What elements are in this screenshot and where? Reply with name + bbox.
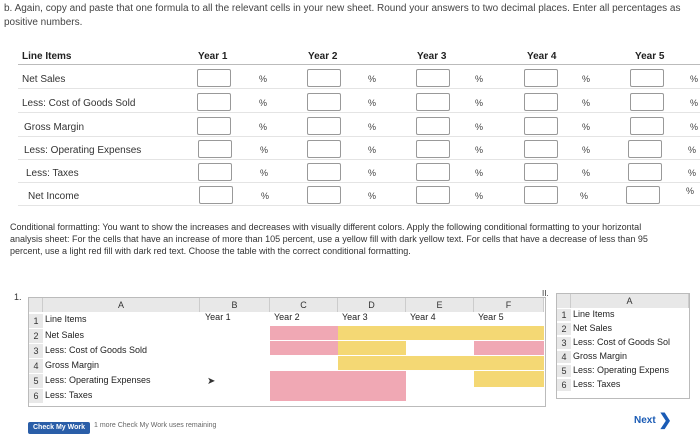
- cell-b1: Year 1: [205, 312, 231, 322]
- line-items-header: Line Items: [22, 51, 72, 62]
- fill-red: [270, 387, 338, 401]
- cell-a6: Less: Taxes: [45, 390, 93, 400]
- cell-a1: Line Items: [573, 309, 615, 319]
- cell-a2: Net Sales: [573, 323, 613, 333]
- pct-label: %: [582, 74, 591, 84]
- fill-yellow: [338, 356, 406, 370]
- y5-cogs-input[interactable]: [630, 93, 664, 111]
- row-number: 4: [29, 359, 43, 373]
- row-label-gross-margin: Gross Margin: [24, 122, 85, 133]
- y4-cogs-input[interactable]: [524, 93, 558, 111]
- option-1-spreadsheet[interactable]: [28, 297, 546, 407]
- fill-yellow: [338, 341, 406, 355]
- pct-label: %: [368, 74, 377, 84]
- pct-label: %: [475, 74, 484, 84]
- y2-net-income-input[interactable]: [307, 186, 341, 204]
- pct-label: %: [688, 168, 697, 178]
- y5-gross-margin-input[interactable]: [630, 117, 664, 135]
- fill-yellow: [474, 356, 544, 370]
- fill-red: [338, 371, 406, 387]
- col-b-header: B: [200, 298, 270, 312]
- pct-label: %: [368, 168, 377, 178]
- next-button[interactable]: [634, 410, 672, 430]
- fill-red: [338, 387, 406, 401]
- row-label-operating-expenses: Less: Operating Expenses: [24, 145, 142, 156]
- row-number: 3: [29, 344, 43, 358]
- y1-gross-margin-input[interactable]: [197, 117, 231, 135]
- col-a-header: A: [43, 298, 200, 312]
- cell-a3: Less: Cost of Goods Sold: [45, 345, 148, 355]
- pct-label: %: [582, 122, 591, 132]
- col-d-header: D: [338, 298, 406, 312]
- y3-net-sales-input[interactable]: [416, 69, 450, 87]
- fill-red: [270, 326, 338, 340]
- y2-taxes-input[interactable]: [307, 163, 341, 181]
- fill-yellow: [338, 326, 406, 340]
- y5-net-income-input[interactable]: [626, 186, 660, 204]
- row-number: 2: [29, 329, 43, 343]
- fill-yellow: [406, 356, 474, 370]
- cell-a3: Less: Cost of Goods Sol: [573, 337, 671, 347]
- row-number: 1: [29, 314, 43, 328]
- y3-taxes-input[interactable]: [416, 163, 450, 181]
- fill-red: [270, 371, 338, 387]
- pct-label: %: [686, 186, 695, 196]
- cell-d1: Year 3: [342, 312, 368, 322]
- conditional-formatting-text: Conditional formatting: You want to show the increases and decreases with visually different colors. Apply the following conditional formatting to your horizontal analysis sheet: For the cells that have an increase of more than 105 percent, use a yellow fill with dark yellow text. For cells that have a decrease of less than 95 percent, use a light red fill with dark red text. Choose the table with the correct conditional formatting.: [10, 222, 648, 256]
- y1-opex-input[interactable]: [198, 140, 232, 158]
- pct-label: %: [259, 122, 268, 132]
- y4-taxes-input[interactable]: [524, 163, 558, 181]
- y4-net-sales-input[interactable]: [524, 69, 558, 87]
- col-f-header: F: [474, 298, 544, 312]
- y1-net-sales-input[interactable]: [197, 69, 231, 87]
- y2-opex-input[interactable]: [307, 140, 341, 158]
- y5-taxes-input[interactable]: [628, 163, 662, 181]
- pct-label: %: [368, 145, 377, 155]
- pct-label: %: [690, 74, 699, 84]
- y4-gross-margin-input[interactable]: [524, 117, 558, 135]
- fill-red: [474, 341, 544, 355]
- row-number: 6: [557, 379, 571, 391]
- option-2-number: II.: [542, 289, 549, 298]
- pct-label: %: [475, 98, 484, 108]
- y3-opex-input[interactable]: [416, 140, 450, 158]
- pct-label: %: [580, 191, 589, 201]
- y2-net-sales-input[interactable]: [307, 69, 341, 87]
- pct-label: %: [582, 145, 591, 155]
- pct-label: %: [259, 74, 268, 84]
- pct-label: %: [475, 145, 484, 155]
- pct-label: %: [582, 168, 591, 178]
- pct-label: %: [475, 122, 484, 132]
- y3-cogs-input[interactable]: [416, 93, 450, 111]
- y2-cogs-input[interactable]: [307, 93, 341, 111]
- y4-opex-input[interactable]: [524, 140, 558, 158]
- cell-a4: Gross Margin: [573, 351, 628, 361]
- pct-label: %: [261, 191, 270, 201]
- pct-label: %: [688, 145, 697, 155]
- cell-a5: Less: Operating Expens: [573, 365, 670, 375]
- pct-label: %: [259, 98, 268, 108]
- pct-label: %: [368, 122, 377, 132]
- col-a-header: A: [571, 294, 689, 308]
- y5-net-sales-input[interactable]: [630, 69, 664, 87]
- cell-e1: Year 4: [410, 312, 436, 322]
- year-1-header: Year 1: [198, 51, 228, 62]
- cursor-icon: ➤: [207, 376, 216, 387]
- cell-a2: Net Sales: [45, 330, 85, 340]
- chevron-right-icon: ❯: [658, 412, 672, 429]
- pct-label: %: [582, 98, 591, 108]
- row-number: 5: [29, 374, 43, 388]
- cell-f1: Year 5: [478, 312, 504, 322]
- y3-gross-margin-input[interactable]: [416, 117, 450, 135]
- check-my-work-button[interactable]: Check My Work: [28, 422, 90, 434]
- row-number: 1: [557, 309, 571, 321]
- row-label-net-sales: Net Sales: [22, 74, 66, 85]
- pct-label: %: [690, 122, 699, 132]
- cell-a6: Less: Taxes: [573, 379, 621, 389]
- fill-yellow: [474, 371, 544, 387]
- pct-label: %: [260, 145, 269, 155]
- pct-label: %: [475, 191, 484, 201]
- option-2-spreadsheet[interactable]: [556, 293, 690, 399]
- pct-label: %: [260, 168, 269, 178]
- next-label: Next: [634, 415, 656, 426]
- pct-label: %: [368, 191, 377, 201]
- y4-net-income-input[interactable]: [524, 186, 558, 204]
- y3-net-income-input[interactable]: [416, 186, 450, 204]
- pct-label: %: [690, 98, 699, 108]
- instructions: b. Again, copy and paste that one formula to all the relevant cells in your new sheet. Round your answers to two decimal places. Enter all percentages as positive numbers.: [4, 3, 681, 28]
- fill-yellow: [474, 326, 544, 340]
- y5-opex-input[interactable]: [628, 140, 662, 158]
- row-number: 5: [557, 365, 571, 377]
- pct-label: %: [475, 168, 484, 178]
- row-number: 4: [557, 351, 571, 363]
- row-number: 6: [29, 389, 43, 403]
- cell-a5: Less: Operating Expenses: [45, 375, 151, 385]
- option-1-number: 1.: [14, 292, 22, 302]
- y2-gross-margin-input[interactable]: [307, 117, 341, 135]
- row-number: 2: [557, 323, 571, 335]
- col-e-header: E: [406, 298, 474, 312]
- year-4-header: Year 4: [527, 51, 557, 62]
- y1-net-income-input[interactable]: [199, 186, 233, 204]
- col-c-header: C: [270, 298, 338, 312]
- row-label-net-income: Net Income: [28, 191, 80, 202]
- fill-red: [270, 341, 338, 355]
- y1-taxes-input[interactable]: [198, 163, 232, 181]
- cell-a4: Gross Margin: [45, 360, 100, 370]
- year-3-header: Year 3: [417, 51, 447, 62]
- row-label-taxes: Less: Taxes: [26, 168, 79, 179]
- y1-cogs-input[interactable]: [197, 93, 231, 111]
- cell-a1: Line Items: [45, 314, 87, 324]
- pct-label: %: [368, 98, 377, 108]
- check-remaining-text: 1 more Check My Work uses remaining: [94, 422, 217, 429]
- year-2-header: Year 2: [308, 51, 338, 62]
- year-5-header: Year 5: [635, 51, 665, 62]
- row-number: 3: [557, 337, 571, 349]
- row-label-cogs: Less: Cost of Goods Sold: [22, 98, 136, 109]
- fill-yellow: [406, 326, 474, 340]
- cell-c1: Year 2: [274, 312, 300, 322]
